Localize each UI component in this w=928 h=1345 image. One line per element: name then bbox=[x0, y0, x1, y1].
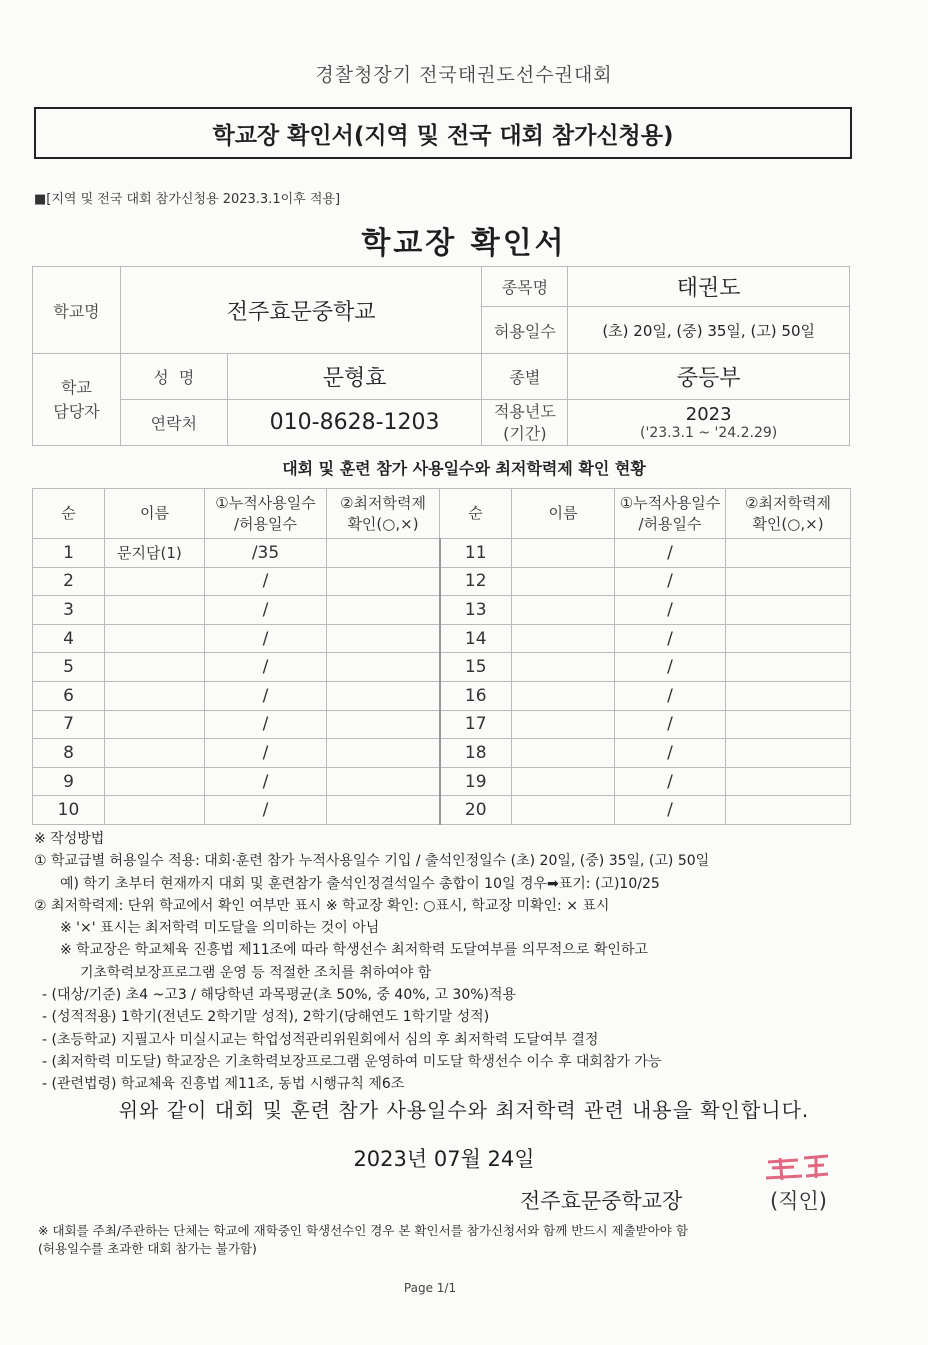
table-row bbox=[33, 681, 851, 710]
row-name bbox=[512, 567, 615, 596]
row-days: / bbox=[615, 539, 726, 568]
sport-label: 종목명 bbox=[482, 267, 568, 307]
row-academic bbox=[726, 653, 851, 682]
row-name bbox=[105, 596, 205, 625]
row-days: / bbox=[615, 653, 726, 682]
page-number: Page 1/1 bbox=[403, 1281, 457, 1295]
method-line: ※ '×' 표시는 최저학력 미도달을 의미하는 것이 아님 bbox=[60, 920, 380, 937]
row-no: 5 bbox=[33, 653, 105, 682]
footnote bbox=[38, 1222, 898, 1258]
col-no: 순 bbox=[33, 489, 105, 539]
row-days: / bbox=[205, 796, 327, 825]
method-line: - (성적적용) 1학기(전년도 2학기말 성적), 2학기(당해연도 1학기말 성적) bbox=[42, 1009, 490, 1026]
row-days: / bbox=[205, 624, 327, 653]
table-row bbox=[33, 567, 851, 596]
row-no: 10 bbox=[33, 796, 105, 825]
row-days: / bbox=[205, 681, 327, 710]
method-line: ② 최저학력제: 단위 학교에서 확인 여부만 표시 ※ 학교장 확인: ○표시, 학교장 미확인: × 표시 bbox=[34, 897, 610, 914]
col-name-2: 이름 bbox=[512, 489, 615, 539]
row-days: / bbox=[205, 739, 327, 768]
row-days: / bbox=[205, 653, 327, 682]
method-line: ※ 작성방법 bbox=[34, 831, 105, 847]
row-no: 9 bbox=[33, 767, 105, 796]
row-name bbox=[105, 653, 205, 682]
row-days: / bbox=[205, 767, 327, 796]
row-academic bbox=[726, 596, 851, 625]
row-days: / bbox=[615, 567, 726, 596]
contact-value: 010-8628-1203 bbox=[227, 400, 482, 446]
row-no: 4 bbox=[33, 624, 105, 653]
table-row bbox=[33, 767, 851, 796]
name-label: 성 명 bbox=[120, 354, 227, 400]
row-academic bbox=[327, 539, 440, 568]
col-name: 이름 bbox=[105, 489, 205, 539]
school-value: 전주효문중학교 bbox=[120, 267, 482, 354]
row-academic bbox=[327, 624, 440, 653]
method-line: - (초등학교) 지필고사 미실시교는 학업성적관리위원회에서 심의 후 최저학력 도달여부 결정 bbox=[42, 1031, 599, 1048]
row-name bbox=[105, 624, 205, 653]
row-days: /35 bbox=[205, 539, 327, 568]
category-label: 종별 bbox=[482, 354, 568, 400]
apply-note: ■[지역 및 전국 대회 참가신청용 2023.3.1이후 적용] bbox=[34, 192, 341, 207]
footnote-line-1: ※ 대회를 주최/주관하는 단체는 학교에 재학중인 학생선수인 경우 본 확인서를 참가신청서와 함께 반드시 제출받아야 함 bbox=[38, 1223, 688, 1238]
method-line: - (최저학력 미도달) 학교장은 기초학력보장프로그램 운영하여 미도달 학생선수 이수 후 대회참가 가능 bbox=[42, 1053, 662, 1070]
row-name bbox=[512, 539, 615, 568]
row-days: / bbox=[615, 796, 726, 825]
table-row bbox=[33, 539, 851, 568]
year-cell bbox=[568, 400, 850, 446]
row-no: 12 bbox=[440, 567, 512, 596]
row-no: 1 bbox=[33, 539, 105, 568]
row-academic bbox=[327, 710, 440, 739]
row-days: / bbox=[205, 567, 327, 596]
row-name bbox=[105, 710, 205, 739]
row-no: 8 bbox=[33, 739, 105, 768]
row-name bbox=[105, 796, 205, 825]
row-no: 15 bbox=[440, 653, 512, 682]
row-name bbox=[105, 767, 205, 796]
usage-table bbox=[32, 488, 851, 825]
row-academic bbox=[726, 767, 851, 796]
method-line: - (대상/기준) 초4 ~고3 / 해당학년 과목평균(초 50%, 중 40%, 고 30%)적용 bbox=[42, 987, 517, 1004]
row-academic bbox=[726, 624, 851, 653]
col-days: ①누적사용일수 /허용일수 bbox=[205, 489, 327, 539]
method-line: 예) 학기 초부터 현재까지 대회 및 훈련참가 출석인정결석일수 총합이 10일 경우➡표기: (고)10/25 bbox=[60, 875, 660, 892]
row-no: 7 bbox=[33, 710, 105, 739]
allowed-days-value: (초) 20일, (중) 35일, (고) 50일 bbox=[568, 307, 850, 354]
manager-label: 학교 담당자 bbox=[33, 354, 121, 446]
seal-label: (직인) bbox=[770, 1189, 827, 1213]
row-days: / bbox=[615, 596, 726, 625]
row-days: / bbox=[205, 596, 327, 625]
row-academic bbox=[327, 653, 440, 682]
table-row bbox=[33, 710, 851, 739]
row-no: 18 bbox=[440, 739, 512, 768]
row-no: 16 bbox=[440, 681, 512, 710]
row-name bbox=[512, 653, 615, 682]
category-value: 중등부 bbox=[568, 354, 850, 400]
row-name bbox=[512, 767, 615, 796]
row-no: 20 bbox=[440, 796, 512, 825]
row-name bbox=[512, 624, 615, 653]
row-no: 17 bbox=[440, 710, 512, 739]
footnote-line-2: (허용일수를 초과한 대회 참가는 불가함) bbox=[38, 1241, 257, 1256]
contact-label: 연락처 bbox=[120, 400, 227, 446]
col-academic: ②최저학력제 확인(○,×) bbox=[327, 489, 440, 539]
table-row bbox=[33, 739, 851, 768]
row-academic bbox=[327, 796, 440, 825]
row-academic bbox=[327, 567, 440, 596]
row-no: 14 bbox=[440, 624, 512, 653]
col-days-2: ①누적사용일수 /허용일수 bbox=[615, 489, 726, 539]
row-academic bbox=[726, 739, 851, 768]
row-days: / bbox=[615, 739, 726, 768]
writing-method bbox=[34, 828, 864, 1096]
confirm-statement: 위와 같이 대회 및 훈련 참가 사용일수와 최저학력 관련 내용을 확인합니다. bbox=[118, 1098, 810, 1122]
row-no: 6 bbox=[33, 681, 105, 710]
info-table bbox=[32, 266, 850, 446]
row-academic bbox=[726, 567, 851, 596]
col-no-2: 순 bbox=[440, 489, 512, 539]
row-academic bbox=[726, 539, 851, 568]
row-days: / bbox=[615, 710, 726, 739]
sport-value: 태권도 bbox=[568, 267, 850, 307]
row-academic bbox=[327, 681, 440, 710]
row-no: 19 bbox=[440, 767, 512, 796]
row-no: 3 bbox=[33, 596, 105, 625]
row-name bbox=[105, 739, 205, 768]
event-title: 경찰청장기 전국태권도선수권대회 bbox=[315, 64, 613, 86]
period-value: ('23.3.1 ~ '24.2.29) bbox=[640, 425, 778, 441]
row-academic bbox=[327, 596, 440, 625]
form-banner-title: 학교장 확인서(지역 및 전국 대회 참가신청용) bbox=[34, 107, 852, 159]
name-value: 문형효 bbox=[227, 354, 482, 400]
table-row bbox=[33, 596, 851, 625]
row-days: / bbox=[615, 681, 726, 710]
signing-date: 2023년 07월 24일 bbox=[353, 1147, 535, 1171]
method-line: ① 학교급별 허용일수 적용: 대회·훈련 참가 누적사용일수 기입 / 출석인정일수 (초) 20일, (중) 35일, (고) 50일 bbox=[34, 853, 710, 870]
row-academic bbox=[726, 681, 851, 710]
table-row bbox=[33, 796, 851, 825]
year-label: 적용년도 (기간) bbox=[482, 400, 568, 446]
table-row bbox=[33, 624, 851, 653]
row-name bbox=[512, 710, 615, 739]
row-name bbox=[105, 681, 205, 710]
row-name bbox=[512, 596, 615, 625]
row-no: 2 bbox=[33, 567, 105, 596]
row-days: / bbox=[205, 710, 327, 739]
method-line: ※ 학교장은 학교체육 진흥법 제11조에 따라 학생선수 최저학력 도달여부를 의무적으로 확인하고 bbox=[60, 942, 648, 959]
year-value: 2023 bbox=[685, 404, 732, 425]
row-name bbox=[105, 567, 205, 596]
principal-name: 전주효문중학교장 bbox=[520, 1189, 683, 1213]
main-title: 학교장 확인서 bbox=[361, 226, 567, 261]
usage-title: 대회 및 훈련 참가 사용일수와 최저학력제 확인 현황 bbox=[282, 459, 646, 478]
row-days: / bbox=[615, 624, 726, 653]
allowed-days-label: 허용일수 bbox=[482, 307, 568, 354]
row-academic bbox=[726, 796, 851, 825]
col-academic-2: ②최저학력제 확인(○,×) bbox=[726, 489, 851, 539]
row-no: 13 bbox=[440, 596, 512, 625]
row-name bbox=[512, 796, 615, 825]
row-name bbox=[512, 681, 615, 710]
row-no: 11 bbox=[440, 539, 512, 568]
row-name bbox=[512, 739, 615, 768]
row-academic bbox=[327, 767, 440, 796]
method-line: - (관련법령) 학교체육 진흥법 제11조, 동법 시행규칙 제6조 bbox=[42, 1076, 405, 1093]
table-row bbox=[33, 653, 851, 682]
method-line: 기초학력보장프로그램 운영 등 적절한 조치를 취하여야 함 bbox=[80, 964, 432, 981]
row-academic bbox=[327, 739, 440, 768]
row-academic bbox=[726, 710, 851, 739]
row-name: 문지담(1) bbox=[105, 539, 205, 568]
school-label: 학교명 bbox=[33, 267, 121, 354]
row-days: / bbox=[615, 767, 726, 796]
